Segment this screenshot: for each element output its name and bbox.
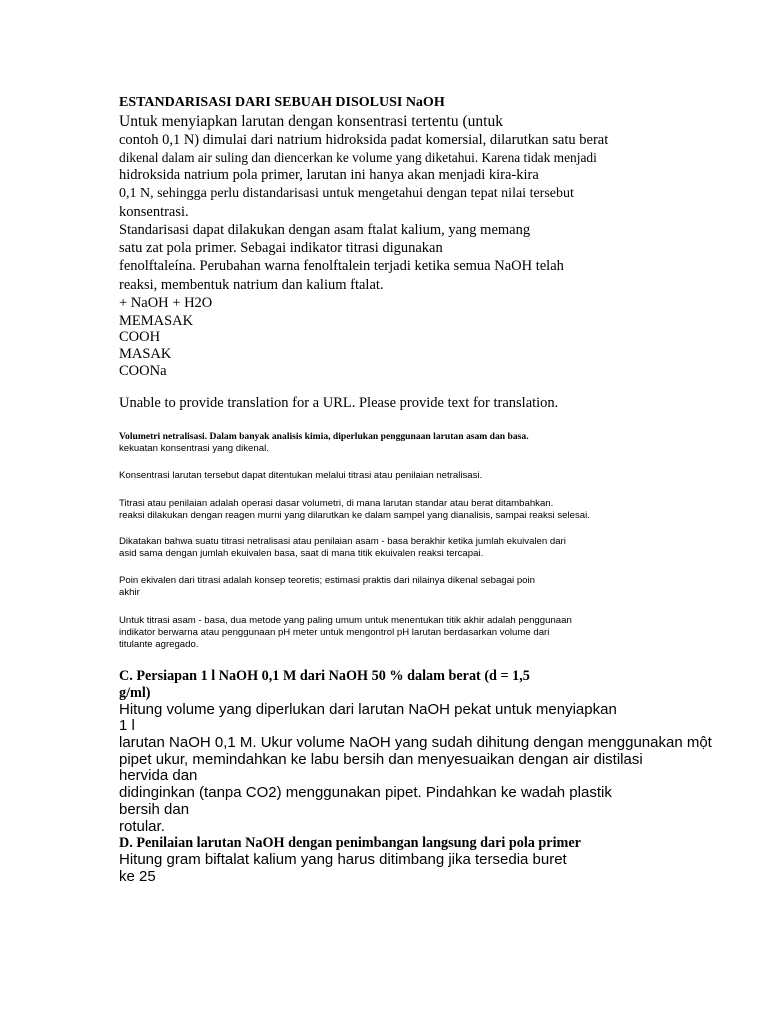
section-heading-d: D. Penilaian larutan NaOH dengan penimbangan langsung dari pola primer	[119, 835, 581, 851]
small-line: reaksi dilakukan dengan reagen murni yang dilarutkan ke dalam sampel yang dianalisis, sampai reaksi selesai.	[119, 510, 590, 521]
section-heading-c: C. Persiapan 1 l NaOH 0,1 M dari NaOH 50 % dalam berat (d = 1,5	[119, 668, 530, 684]
document-title: ESTANDARISASI DARI SEBUAH DISOLUSI NaOH	[119, 95, 445, 110]
small-line: kekuatan konsentrasi yang dikenal.	[119, 443, 269, 454]
body-line: rotular.	[119, 818, 165, 835]
paragraph-line: dikenal dalam air suling dan diencerkan ke volume yang diketahui. Karena tidak menjadi	[119, 150, 597, 165]
formula-line: COOH	[119, 329, 161, 345]
formula-line: COONa	[119, 363, 167, 379]
small-line: Dikatakan bahwa suatu titrasi netralisasi atau penilaian asam - basa berakhir ketika jumlah ekuivalen dari	[119, 536, 566, 547]
small-heading: Volumetri netralisasi. Dalam banyak analisis kimia, diperlukan penggunaan larutan asam dan basa.	[119, 431, 529, 442]
small-line: akhir	[119, 587, 140, 598]
small-line: Untuk titrasi asam - basa, dua metode yang paling umum untuk menentukan titik akhir adalah penggunaan	[119, 615, 572, 626]
paragraph-line: konsentrasi.	[119, 204, 189, 220]
paragraph-line: Untuk menyiapkan larutan dengan konsentrasi tertentu (untuk	[119, 113, 503, 130]
body-line: pipet ukur, memindahkan ke labu bersih dan menyesuaikan dengan air distilasi	[119, 751, 643, 768]
body-line: Hitung volume yang diperlukan dari larutan NaOH pekat untuk menyiapkan	[119, 701, 617, 718]
paragraph-line: contoh 0,1 N) dimulai dari natrium hidroksida padat komersial, dilarutkan satu berat	[119, 132, 609, 148]
formula-line: MASAK	[119, 346, 172, 362]
notice-line: Unable to provide translation for a URL. Please provide text for translation.	[119, 395, 559, 411]
small-line: titulante agregado.	[119, 639, 199, 650]
body-line: Hitung gram biftalat kalium yang harus ditimbang jika tersedia buret	[119, 851, 567, 868]
small-line: indikator berwarna atau penggunaan pH meter untuk mengontrol pH larutan berdasarkan volume dari	[119, 627, 550, 638]
small-line: asid sama dengan jumlah ekuivalen basa, saat di mana titik ekuivalen reaksi tercapai.	[119, 548, 484, 559]
formula-line: MEMASAK	[119, 313, 194, 329]
paragraph-line: 0,1 N, sehingga perlu distandarisasi untuk mengetahui dengan tepat nilai tersebut	[119, 186, 574, 201]
body-line: hervida dan	[119, 767, 198, 784]
small-line: Titrasi atau penilaian adalah operasi dasar volumetri, di mana larutan standar atau berat ditambahkan.	[119, 498, 554, 509]
paragraph-line: reaksi, membentuk natrium dan kalium ftalat.	[119, 277, 384, 293]
paragraph-line: fenolftaleína. Perubahan warna fenolftalein terjadi ketika semua NaOH telah	[119, 258, 564, 274]
body-line: bersih dan	[119, 801, 190, 818]
body-line: ke 25	[119, 868, 156, 885]
paragraph-line: satu zat pola primer. Sebagai indikator titrasi digunakan	[119, 240, 443, 256]
body-line: didinginkan (tanpa CO2) menggunakan pipet. Pindahkan ke wadah plastik	[119, 784, 612, 801]
paragraph-line: hidroksida natrium pola primer, larutan ini hanya akan menjadi kira-kira	[119, 167, 539, 183]
body-line: larutan NaOH 0,1 M. Ukur volume NaOH yang sudah dihitung dengan menggunakan một	[119, 734, 712, 751]
section-heading-c-cont: g/ml)	[119, 685, 151, 701]
small-line: Poin ekivalen dari titrasi adalah konsep teoretis; estimasi praktis dari nilainya dikenal sebagai poin	[119, 575, 535, 586]
formula-line: + NaOH + H2O	[119, 295, 213, 311]
paragraph-line: Standarisasi dapat dilakukan dengan asam ftalat kalium, yang memang	[119, 222, 531, 238]
body-line: 1 l	[119, 717, 135, 734]
small-line: Konsentrasi larutan tersebut dapat ditentukan melalui titrasi atau penilaian netralisasi.	[119, 470, 483, 481]
